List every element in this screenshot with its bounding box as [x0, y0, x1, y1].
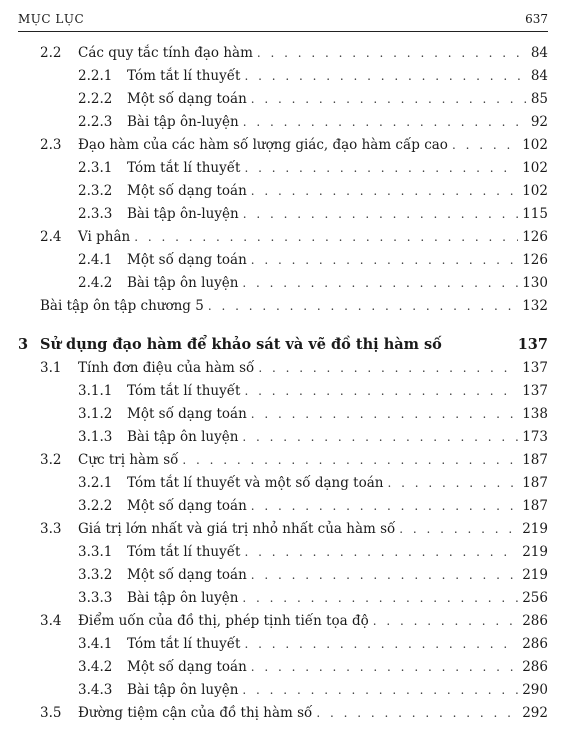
toc-section[interactable]: [18, 609, 548, 632]
toc-title: Một số dạng toán: [127, 658, 247, 675]
toc-title: Một số dạng toán: [127, 405, 247, 422]
toc-title: Một số dạng toán: [127, 566, 247, 583]
toc-page-number: 219: [522, 520, 548, 537]
toc-subsection[interactable]: [18, 540, 548, 563]
toc-title: Tóm tắt lí thuyết: [127, 635, 241, 652]
toc-number: 3.4.1: [78, 635, 113, 652]
toc-page-number: 292: [522, 704, 548, 721]
toc-section[interactable]: [18, 41, 548, 64]
toc-section[interactable]: [18, 356, 548, 379]
toc-subsection[interactable]: [18, 632, 548, 655]
running-header-title: MỤC LỤC: [18, 12, 85, 26]
toc-chapter[interactable]: [18, 333, 548, 356]
dot-leader: [251, 660, 518, 674]
dot-leader: [399, 522, 518, 536]
toc-page-number: 92: [530, 113, 548, 130]
toc-title: Đạo hàm của các hàm số lượng giác, đạo hàm cấp cao: [78, 136, 448, 153]
toc-page-number: 286: [522, 612, 548, 629]
toc-title: Một số dạng toán: [127, 90, 247, 107]
toc-page-number: 290: [522, 681, 548, 698]
toc-title: Một số dạng toán: [127, 497, 247, 514]
toc-page-number: 126: [522, 228, 548, 245]
dot-leader: [251, 407, 518, 421]
dot-leader: [182, 453, 518, 467]
dot-leader: [244, 545, 518, 559]
dot-leader: [257, 46, 527, 60]
toc-section[interactable]: [18, 701, 548, 724]
dot-leader: [251, 568, 518, 582]
toc-page-number: 187: [522, 451, 548, 468]
toc-subsection[interactable]: [18, 379, 548, 402]
dot-leader: [134, 230, 518, 244]
toc-subsection[interactable]: [18, 271, 548, 294]
toc-title: Bài tập ôn tập chương 5: [40, 297, 204, 314]
toc-number: 2.4.2: [78, 274, 113, 291]
toc-title: Bài tập ôn-luyện: [127, 113, 239, 130]
toc-subsection[interactable]: [18, 563, 548, 586]
dot-leader: [243, 115, 527, 129]
toc-subsection[interactable]: [18, 87, 548, 110]
toc-title: Cực trị hàm số: [78, 451, 179, 468]
toc-number: 3.3.2: [78, 566, 113, 583]
toc-title: Bài tập ôn luyện: [127, 681, 239, 698]
dot-leader: [251, 184, 518, 198]
toc-subsection[interactable]: [18, 402, 548, 425]
toc-number: 3.2: [40, 451, 62, 468]
toc-title: Giá trị lớn nhất và giá trị nhỏ nhất của hàm số: [78, 520, 396, 537]
toc-number: 2.2.1: [78, 67, 113, 84]
toc-title: Tóm tắt lí thuyết: [127, 159, 241, 176]
toc-title: Tóm tắt lí thuyết: [127, 382, 241, 399]
dot-leader: [251, 92, 527, 106]
toc-page-number: 130: [522, 274, 548, 291]
toc-page-number: 85: [530, 90, 548, 107]
page-number: 637: [525, 12, 548, 26]
toc-page-number: 84: [530, 44, 548, 61]
dot-leader: [244, 161, 518, 175]
toc-page-number: 115: [522, 205, 548, 222]
toc-page-number: 219: [522, 566, 548, 583]
toc-section[interactable]: [18, 225, 548, 248]
toc-page-number: 102: [522, 159, 548, 176]
toc-subsection[interactable]: [18, 471, 548, 494]
dot-leader: [244, 69, 526, 83]
toc-number: 3.3.1: [78, 543, 113, 560]
toc-number: 3.1: [40, 359, 62, 376]
toc-title: Vi phân: [78, 228, 131, 245]
toc-number: 3.4: [40, 612, 62, 629]
toc-page-number: 256: [522, 589, 548, 606]
table-of-contents: [18, 41, 548, 724]
toc-page-number: 138: [522, 405, 548, 422]
toc-entry[interactable]: [18, 294, 548, 317]
toc-number: 3.1.1: [78, 382, 113, 399]
toc-number: 2.2.3: [78, 113, 113, 130]
toc-title: Tóm tắt lí thuyết: [127, 67, 241, 84]
toc-page-number: 132: [522, 297, 548, 314]
toc-page-number: 187: [522, 497, 548, 514]
dot-leader: [452, 138, 518, 152]
dot-leader: [242, 591, 518, 605]
toc-title: Bài tập ôn luyện: [127, 274, 239, 291]
toc-number: 2.3: [40, 136, 62, 153]
toc-section[interactable]: [18, 448, 548, 471]
toc-section[interactable]: [18, 133, 548, 156]
dot-leader: [258, 361, 518, 375]
toc-subsection[interactable]: [18, 586, 548, 609]
toc-title: Bài tập ôn-luyện: [127, 205, 239, 222]
toc-number: 2.4: [40, 228, 62, 245]
toc-number: 3: [18, 336, 29, 353]
toc-number: 3.1.2: [78, 405, 113, 422]
toc-number: 3.3.3: [78, 589, 113, 606]
toc-number: 2.3.1: [78, 159, 113, 176]
toc-title: Một số dạng toán: [127, 251, 247, 268]
toc-subsection[interactable]: [18, 678, 548, 701]
toc-section[interactable]: [18, 517, 548, 540]
toc-title: Sử dụng đạo hàm để khảo sát và vẽ đồ thị hàm số: [40, 336, 442, 353]
toc-subsection[interactable]: [18, 425, 548, 448]
toc-number: 2.3.2: [78, 182, 113, 199]
toc-page-number: 137: [522, 359, 548, 376]
toc-number: 3.5: [40, 704, 62, 721]
toc-number: 3.3: [40, 520, 62, 537]
toc-title: Bài tập ôn luyện: [127, 589, 239, 606]
toc-subsection[interactable]: [18, 179, 548, 202]
toc-page-number: 286: [522, 635, 548, 652]
toc-number: 3.2.2: [78, 497, 113, 514]
dot-leader: [242, 276, 518, 290]
toc-title: Bài tập ôn luyện: [127, 428, 239, 445]
toc-title: Tóm tắt lí thuyết: [127, 543, 241, 560]
toc-page-number: 173: [522, 428, 548, 445]
toc-subsection[interactable]: [18, 655, 548, 678]
toc-page-number: 286: [522, 658, 548, 675]
toc-number: 3.4.3: [78, 681, 113, 698]
toc-page-number: 137: [522, 382, 548, 399]
toc-page-number: 102: [522, 182, 548, 199]
dot-leader: [242, 430, 518, 444]
toc-title: Các quy tắc tính đạo hàm: [78, 44, 253, 61]
toc-page-number: 187: [522, 474, 548, 491]
toc-page-number: 102: [522, 136, 548, 153]
toc-subsection[interactable]: [18, 248, 548, 271]
dot-leader: [251, 499, 518, 513]
toc-subsection[interactable]: [18, 494, 548, 517]
toc-subsection[interactable]: [18, 64, 548, 87]
toc-title: Tóm tắt lí thuyết và một số dạng toán: [127, 474, 384, 491]
toc-number: 2.4.1: [78, 251, 113, 268]
dot-leader: [251, 253, 518, 267]
dot-leader: [208, 299, 518, 313]
toc-page-number: 137: [517, 336, 548, 353]
toc-subsection[interactable]: [18, 202, 548, 225]
toc-number: 2.2.2: [78, 90, 113, 107]
toc-title: Điểm uốn của đồ thị, phép tịnh tiến tọa độ: [78, 612, 369, 629]
toc-subsection[interactable]: [18, 110, 548, 133]
dot-leader: [316, 706, 518, 720]
toc-number: 2.3.3: [78, 205, 113, 222]
dot-leader: [244, 384, 518, 398]
dot-leader: [387, 476, 518, 490]
dot-leader: [373, 614, 518, 628]
toc-title: Một số dạng toán: [127, 182, 247, 199]
toc-number: 3.2.1: [78, 474, 113, 491]
toc-page-number: 84: [530, 67, 548, 84]
toc-subsection[interactable]: [18, 156, 548, 179]
toc-number: 3.1.3: [78, 428, 113, 445]
dot-leader: [244, 637, 518, 651]
toc-number: 2.2: [40, 44, 62, 61]
toc-title: Tính đơn điệu của hàm số: [78, 359, 255, 376]
toc-page-number: 126: [522, 251, 548, 268]
toc-number: 3.4.2: [78, 658, 113, 675]
toc-title: Đường tiệm cận của đồ thị hàm số: [78, 704, 313, 721]
dot-leader: [243, 207, 519, 221]
dot-leader: [242, 683, 518, 697]
toc-page-number: 219: [522, 543, 548, 560]
running-header: [18, 9, 548, 32]
